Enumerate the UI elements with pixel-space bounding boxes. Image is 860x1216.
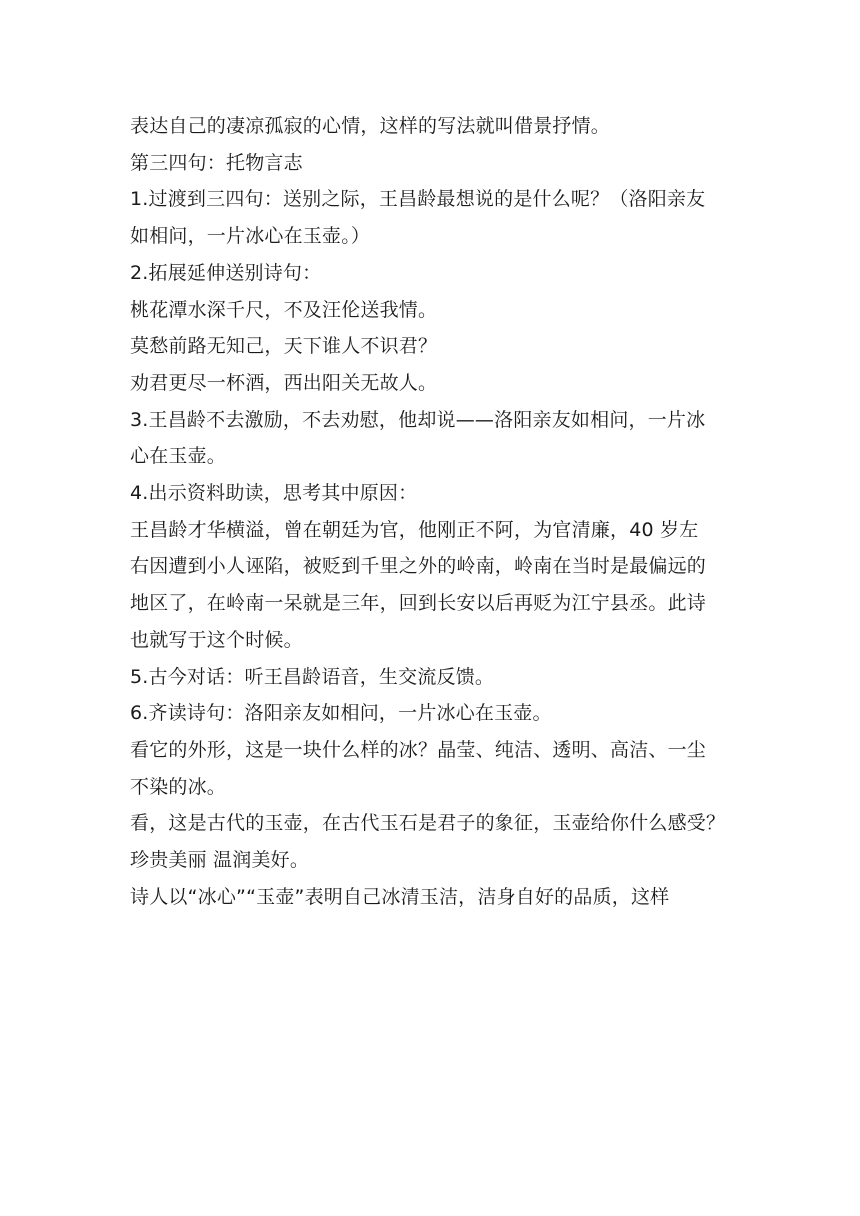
section-heading-tuowu-yanzhi: [130, 145, 732, 182]
paragraph-conclusion: [130, 879, 732, 916]
text-line: 不染的冰。: [130, 775, 227, 798]
text-line: 1.过渡到三四句：送别之际，王昌龄最想说的是什么呢？（洛阳亲友: [130, 188, 706, 211]
text-line: 莫愁前路无知己，天下谁人不识君？: [130, 335, 438, 358]
text-line: 王昌龄才华横溢，曾在朝廷为官，他刚正不阿，为官清廉，40 岁左: [130, 518, 699, 541]
text-line: 表达自己的凄凉孤寂的心情，这样的写法就叫借景抒情。: [130, 115, 611, 137]
text-line: 珍贵美丽 温润美好。: [130, 849, 310, 872]
text-line: 如相问，一片冰心在玉壶。）: [130, 225, 371, 248]
paragraph-jade-pot: [130, 805, 732, 878]
paragraph-step-5: [130, 659, 732, 696]
text-line: 也就写于这个时候。: [130, 628, 303, 651]
text-line: 心在玉壶。: [130, 445, 227, 468]
poem-line: [130, 292, 732, 329]
text-line: 2.拓展延伸送别诗句：: [130, 261, 322, 284]
paragraph-step-3: [130, 402, 732, 475]
text-line: 右因遭到小人诬陷，被贬到千里之外的岭南，岭南在当时是最偏远的: [130, 555, 707, 578]
text-line: 看它的外形，这是一块什么样的冰？晶莹、纯洁、透明、高洁、一尘: [130, 738, 707, 761]
poem-line: [130, 328, 732, 365]
paragraph-background-info: [130, 512, 732, 659]
paragraph-step-4: [130, 475, 732, 512]
text-line: 第三四句：托物言志: [130, 151, 303, 174]
paragraph-jingjing-shuqing: [130, 108, 732, 145]
text-line: 6.齐读诗句：洛阳亲友如相问，一片冰心在玉壶。: [130, 702, 552, 725]
text-line: 3.王昌龄不去激励，不去劝慰，他却说——洛阳亲友如相问，一片冰: [130, 408, 706, 431]
paragraph-step-1: [130, 181, 732, 254]
text-line: 4.出示资料助读，思考其中原因：: [130, 482, 418, 505]
document-body: [130, 108, 732, 915]
text-line: 桃花潭水深千尺，不及汪伦送我情。: [130, 298, 438, 321]
text-line: 地区了，在岭南一呆就是三年，回到长安以后再贬为江宁县丞。此诗: [130, 592, 707, 615]
paragraph-step-2: [130, 255, 732, 292]
text-line: 看，这是古代的玉壶，在古代玉石是君子的象征，玉壶给你什么感受？: [130, 812, 726, 835]
paragraph-ice-description: [130, 732, 732, 805]
paragraph-step-6: [130, 695, 732, 732]
text-line: 劝君更尽一杯酒，西出阳关无故人。: [130, 371, 438, 394]
text-line: 诗人以“冰心”“玉壶”表明自己冰清玉洁，洁身自好的品质，这样: [130, 885, 670, 908]
text-line: 5.古今对话：听王昌龄语音，生交流反馈。: [130, 665, 495, 688]
poem-line: [130, 365, 732, 402]
